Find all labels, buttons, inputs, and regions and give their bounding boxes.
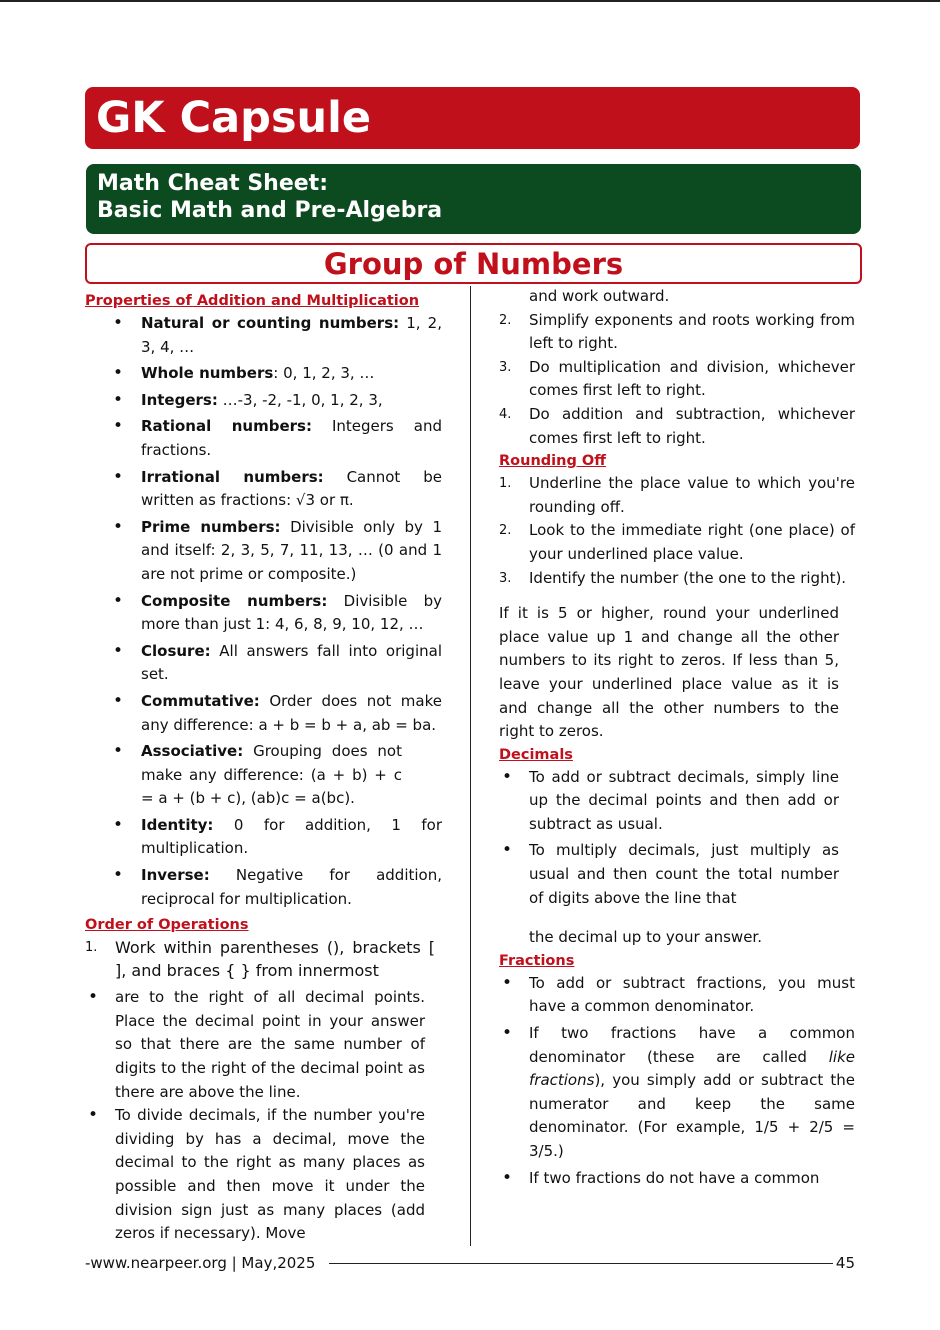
left-column (85, 290, 442, 1246)
decimal-list (499, 766, 839, 911)
heading-decimals: Decimals (499, 746, 573, 763)
column-gap (499, 910, 855, 926)
list-item: • Prime numbers: Divisible only by 1 and itself: 2, 3, 5, 7, 11, 13, … (0 and 1 are not prime or composite.) (141, 516, 442, 587)
heading-properties: Properties of Addition and Multiplication (85, 293, 420, 309)
list-item: • are to the right of all decimal points. Place the decimal point in your answer so that there are the same number of digits to the right of the decimal point as there are above the line. (115, 986, 425, 1104)
heading-fractions: Fractions (499, 952, 575, 969)
column-divider (470, 286, 471, 1246)
list-item: 3. Identify the number (the one to the right). (499, 568, 847, 587)
decimal-bullets-left (85, 986, 425, 1246)
list-item: • Associative: Grouping does not make any difference: (a + b) + c = a + (b + c), (ab)c = a(bc). (141, 740, 442, 811)
list-item: 2. Look to the immediate right (one place) of your underlined place value. (499, 521, 855, 563)
list-item: • To add or subtract fractions, you must have a common denominator. (529, 972, 855, 1019)
right-column (499, 285, 855, 1190)
list-item: 3. Do multiplication and division, whichever comes first left to right. (499, 357, 855, 400)
list-item: • Whole numbers: 0, 1, 2, 3, … (141, 362, 442, 386)
footer-source: -www.nearpeer.org | May,2025 (85, 1254, 316, 1272)
heading-order-of-operations: Order of Operations (85, 917, 249, 934)
heading-rounding-off: Rounding Off (499, 453, 606, 470)
section-title: Group of Numbers (323, 247, 624, 281)
page-title: GK Capsule (96, 93, 372, 143)
list-item: • Commutative: Order does not make any difference: a + b = b + a, ab = ba. (141, 690, 442, 737)
list-item: • If two fractions do not have a common (529, 1167, 855, 1191)
decimal-continued: the decimal up to your answer. (529, 928, 762, 947)
fractions-list (499, 972, 855, 1190)
subtitle-line-2: Basic Math and Pre-Algebra (97, 198, 443, 223)
list-item: • To divide decimals, if the number you're dividing by has a decimal, move the decimal to the right as many places as possible and then move it under the division sign just as many places (add zeros if necessary). Move (115, 1104, 425, 1246)
continued-text: and work outward. (529, 287, 670, 305)
list-item: 1. Underline the place value to which you're rounding off. (499, 474, 855, 516)
section-title-box (85, 243, 862, 284)
top-rule (0, 0, 940, 2)
properties-list (85, 312, 442, 911)
order-list-continued (499, 309, 855, 451)
subtitle-banner (86, 164, 861, 234)
list-item: • Composite numbers: Divisible by more than just 1: 4, 6, 8, 9, 10, 12, … (141, 590, 442, 637)
list-item: • Closure: All answers fall into original set. (141, 640, 442, 687)
list-item: • If two fractions have a common denominator (these are called like fractions), you simply add or subtract the numerator and keep the same denominator. (For example, 1/5 + 2/5 = 3/5.) (529, 1022, 855, 1164)
list-item: • Identity: 0 for addition, 1 for multiplication. (141, 814, 442, 861)
list-item: • Integers: …-3, -2, -1, 0, 1, 2, 3, (141, 389, 442, 413)
page-number: 45 (835, 1254, 855, 1272)
title-banner (85, 87, 860, 149)
list-item: • To add or subtract decimals, simply line up the decimal points and then add or subtract as usual. (529, 766, 839, 837)
list-item: 2. Simplify exponents and roots working from left to right. (499, 310, 855, 353)
list-item: • Irrational numbers: Cannot be written as fractions: √3 or π. (141, 466, 442, 513)
order-list (85, 936, 442, 982)
list-item: 1. Work within parentheses (), brackets [ ], and braces { } from innermost (85, 938, 435, 981)
list-item: • Natural or counting numbers: 1, 2, 3, 4, … (141, 312, 442, 359)
list-item: • Inverse: Negative for addition, reciprocal for multiplication. (141, 864, 442, 911)
list-item: 4. Do addition and subtraction, whichever comes first left to right. (499, 404, 855, 447)
rounding-paragraph: If it is 5 or higher, round your underlined place value up 1 and change all the other numbers to its right to zeros. If less than 5, leave your underlined place value as it is and change all the other numbers to the right to zeros. (499, 604, 839, 741)
subtitle-line-1: Math Cheat Sheet: (97, 171, 328, 196)
list-item: • To multiply decimals, just multiply as usual and then count the total number of digits above the line that (529, 839, 839, 910)
footer-rule (329, 1263, 833, 1264)
list-item: • Rational numbers: Integers and fractions. (141, 415, 442, 462)
page-footer (85, 1252, 855, 1274)
rounding-list (499, 472, 855, 590)
